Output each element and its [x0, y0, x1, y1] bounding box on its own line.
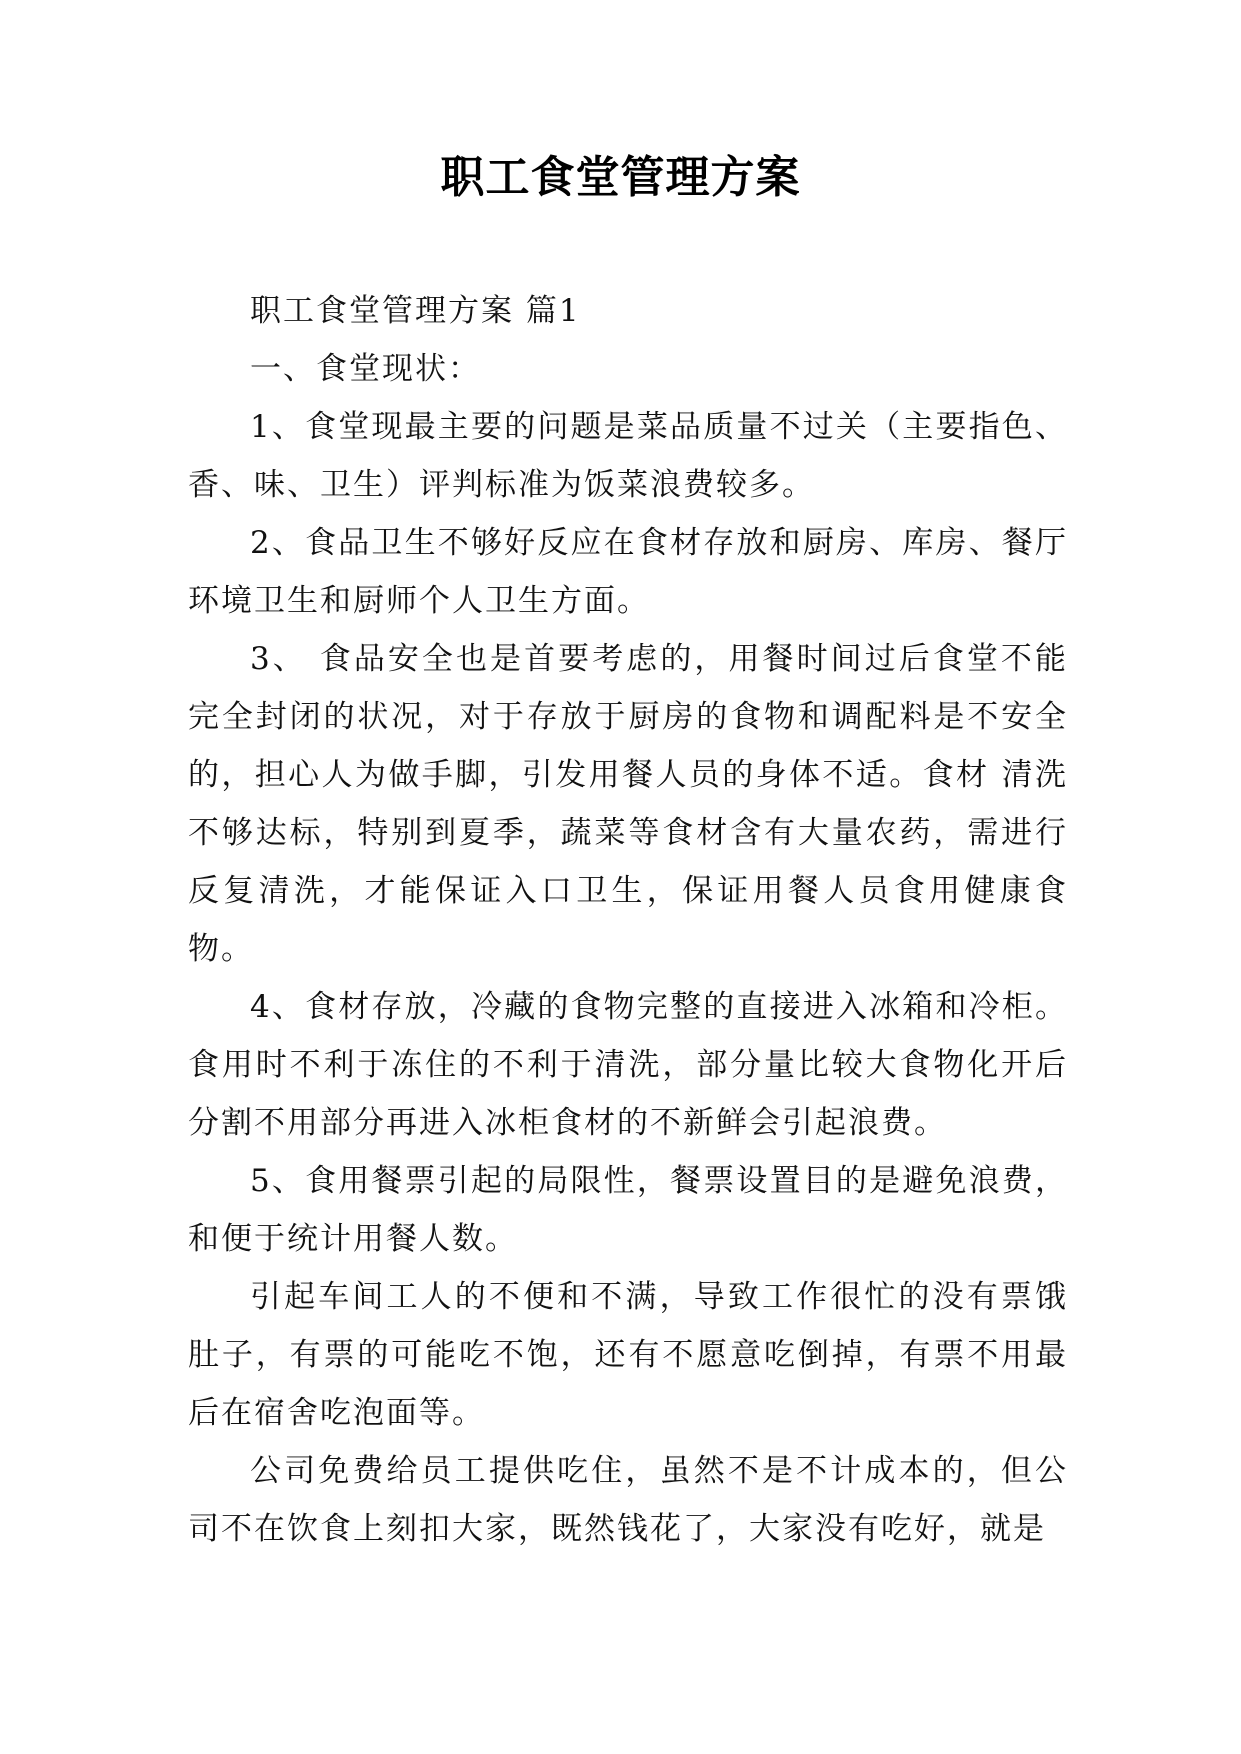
paragraph: 1、食堂现最主要的问题是菜品质量不过关（主要指色、香、味、卫生）评判标准为饭菜浪费较多。 — [188, 409, 1068, 503]
paragraph: 5、食用餐票引起的局限性，餐票设置目的是避免浪费，和便于统计用餐人数。 — [188, 1163, 1068, 1257]
paragraph: 3、 食品安全也是首要考虑的，用餐时间过后食堂不能完全封闭的状况，对于存放于厨房的食物和调配料是不安全的，担心人为做手脚，引发用餐人员的身体不适。食材 清洗不够达标，特别到夏季，蔬菜等食材含有大量农药，需进行反复清洗，才能保证入口卫生，保证用餐人员食用健康食物。 — [188, 641, 1068, 967]
document-title: 职工食堂管理方案 — [440, 152, 801, 203]
paragraph: 2、食品卫生不够好反应在食材存放和厨房、库房、餐厅环境卫生和厨师个人卫生方面。 — [188, 525, 1068, 619]
paragraph-section-heading: 职工食堂管理方案 篇1 — [250, 293, 581, 329]
paragraph-subheading: 一、食堂现状： — [250, 351, 481, 387]
paragraph: 引起车间工人的不便和不满，导致工作很忙的没有票饿肚子，有票的可能吃不饱，还有不愿意吃倒掉，有票不用最后在宿舍吃泡面等。 — [188, 1279, 1068, 1431]
document-body — [188, 282, 1068, 1558]
paragraph: 公司免费给员工提供吃住，虽然不是不计成本的，但公司不在饮食上刻扣大家，既然钱花了，大家没有吃好，就是 — [188, 1453, 1068, 1547]
paragraph: 4、食材存放，冷藏的食物完整的直接进入冰箱和冷柜。食用时不利于冻住的不利于清洗，部分量比较大食物化开后分割不用部分再进入冰柜食材的不新鲜会引起浪费。 — [188, 989, 1068, 1141]
